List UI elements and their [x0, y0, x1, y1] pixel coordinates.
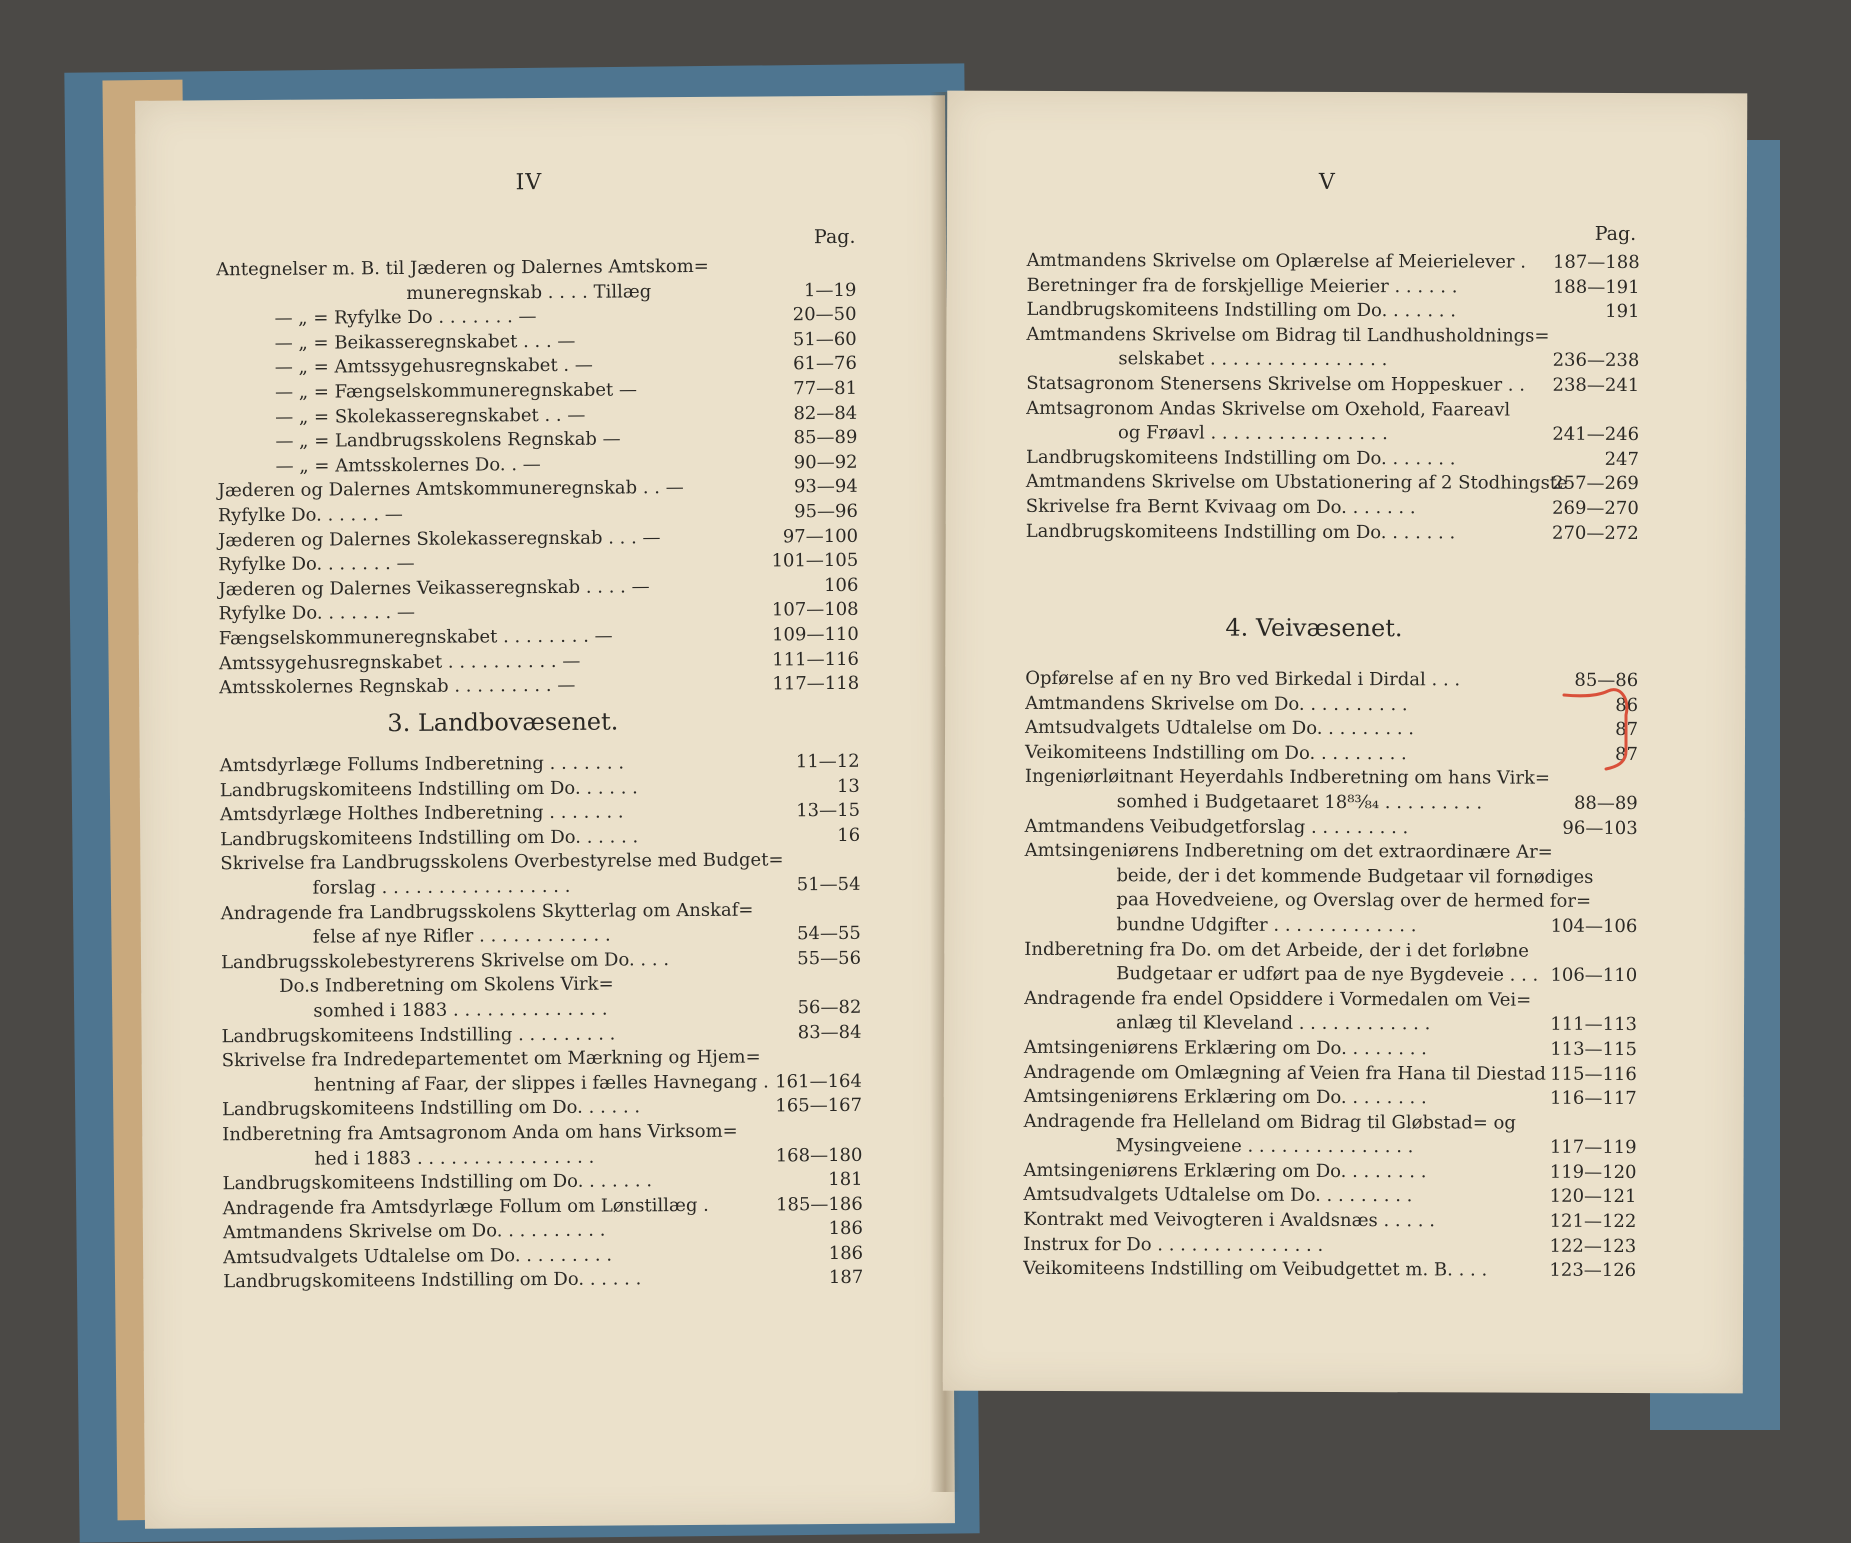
toc-entry-page: 109—110: [771, 623, 859, 646]
toc-entry-text: Landbrugskomiteens Indstilling om Do. . . . . .: [221, 1096, 641, 1121]
toc-entry-page: 111—116: [772, 648, 860, 670]
toc-entry-text: Skrivelse fra Bernt Kvivaag om Do. . . . . . .: [1025, 495, 1416, 519]
toc-entry-text: Budgetaar er udført paa de nye Bygdeveie . . .: [1116, 963, 1539, 986]
toc-entry-page: 97—100: [782, 525, 859, 547]
toc-entry-text: Jæderen og Dalernes Skolekasseregnskab . . . —: [218, 526, 661, 551]
toc-entry-text: Amtmandens Veibudgetforslag . . . . . . . . .: [1024, 815, 1409, 838]
toc-entry-text: somhed i 1883 . . . . . . . . . . . . . .: [313, 998, 608, 1022]
toc-entry: [1024, 1011, 1637, 1038]
right-toc-block-1: [1026, 249, 1640, 546]
toc-entry-page: 116—117: [1550, 1087, 1637, 1110]
toc-entry-text: Landbrugskomiteens Indstilling om Do. . . . . . .: [222, 1170, 653, 1195]
toc-entry-text: hentning af Faar, der slippes i fælles Havnegang .: [313, 1071, 769, 1096]
section-heading-veivaesenet: 4. Veivæsenet.: [1225, 613, 1403, 643]
toc-entry-text: somhed i Budgetaaret 18⁸³⁄₈₄ . . . . . . . . .: [1116, 791, 1483, 814]
toc-entry-page: 121—122: [1549, 1210, 1637, 1233]
toc-entry-page: 87: [1615, 743, 1638, 765]
toc-entry: [1024, 1060, 1637, 1087]
toc-entry-page: 111—113: [1550, 1014, 1638, 1036]
toc-entry: [223, 1266, 863, 1295]
toc-entry: [1024, 913, 1637, 940]
toc-entry-text: Amtsudvalgets Udtalelse om Do. . . . . . . . .: [1023, 1184, 1413, 1207]
toc-entry-text: Amtmandens Skrivelse om Do. . . . . . . . . .: [1025, 692, 1408, 715]
left-page: [135, 95, 955, 1529]
toc-entry: [1023, 1208, 1636, 1235]
toc-entry-text: selskabet . . . . . . . . . . . . . . . .: [1118, 348, 1388, 371]
toc-entry-text: beide, der i det kommende Budgetaar vil fornødiges: [1116, 864, 1594, 888]
toc-entry: [1025, 765, 1638, 792]
toc-entry-page: 86: [1615, 694, 1639, 716]
toc-entry-text: — „ = Ryfylke Do . . . . . . . —: [274, 306, 537, 330]
toc-entry-text: Beretninger fra de forskjellige Meierier . . . . . .: [1026, 274, 1458, 297]
toc-entry: [1024, 1085, 1637, 1112]
toc-entry-text: Landbrugskomiteens Indstilling om Do. . . . . .: [219, 776, 638, 801]
toc-entry-text: Ingeniørløitnant Heyerdahls Indberetning om hans Virk=: [1024, 766, 1550, 790]
toc-entry-text: Amtsingeniørens Erklæring om Do. . . . . . . .: [1023, 1036, 1427, 1060]
toc-entry-text: Landbrugskomiteens Indstilling om Do. . . . . .: [223, 1268, 642, 1293]
toc-entry: [1026, 495, 1639, 522]
toc-entry-text: Landbrugskomiteens Indstilling om Do. . . . . . .: [1026, 299, 1457, 322]
toc-entry-text: Statsagronom Stenersens Skrivelse om Hoppeskuer . .: [1026, 372, 1526, 396]
toc-entry: [1024, 864, 1637, 891]
toc-entry-page: 77—81: [793, 377, 858, 400]
toc-entry-text: Veikomiteens Indstilling om Do. . . . . . . . .: [1024, 741, 1407, 764]
toc-entry-page: 104—106: [1550, 915, 1638, 937]
toc-entry-text: Amtmandens Skrivelse om Do. . . . . . . . . .: [222, 1219, 606, 1244]
toc-entry: [1025, 716, 1638, 743]
toc-entry-text: og Frøavl . . . . . . . . . . . . . . . .: [1118, 422, 1388, 445]
toc-entry-text: Do.s Indberetning om Skolens Virk=: [279, 973, 614, 998]
toc-entry-text: Amtssygehusregnskabet . . . . . . . . . . —: [218, 650, 581, 674]
toc-entry-page: 117—119: [1549, 1136, 1637, 1159]
toc-entry: [1024, 962, 1637, 989]
toc-entry-text: Amtsdyrlæge Holthes Indberetning . . . . . . .: [219, 801, 624, 826]
toc-entry: [1026, 519, 1639, 546]
toc-entry-page: 269—270: [1552, 497, 1639, 519]
toc-entry-page: 188—191: [1552, 276, 1640, 298]
toc-entry: [1025, 691, 1638, 718]
toc-entry-text: — „ = Landbrugsskolens Regnskab —: [275, 428, 621, 453]
toc-entry: [1025, 667, 1638, 694]
toc-entry: [1026, 396, 1639, 423]
toc-entry-text: Amtsskolernes Regnskab . . . . . . . . . —: [219, 674, 576, 699]
toc-entry-text: Landbrugskomiteens Indstilling om Do. . . . . . .: [1025, 446, 1456, 470]
toc-entry: [1023, 1257, 1636, 1284]
toc-entry-page: 106—110: [1550, 964, 1638, 987]
toc-entry: [1027, 249, 1640, 276]
toc-entry-text: Antegnelser m. B. til Jæderen og Dalernes Amtskom=: [216, 255, 709, 281]
toc-entry-page: 247: [1604, 448, 1640, 470]
toc-entry-page: 115—116: [1550, 1063, 1637, 1085]
toc-entry: [1025, 790, 1638, 817]
toc-entry-text: Opførelse af en ny Bro ved Birkedal i Dirdal . . .: [1025, 667, 1461, 691]
toc-entry-page: 56—82: [797, 996, 862, 1019]
toc-entry-page: 88—89: [1573, 792, 1638, 814]
toc-entry: [1026, 347, 1639, 374]
toc-entry-text: Mysingveiene . . . . . . . . . . . . . . .: [1115, 1135, 1414, 1158]
toc-entry-text: Indberetning fra Do. om det Arbeide, der i det forløbne: [1024, 938, 1529, 962]
toc-entry-text: Veikomiteens Indstilling om Veibudgettet m. B. . . .: [1023, 1258, 1488, 1281]
toc-entry-page: 120—121: [1549, 1186, 1637, 1208]
toc-entry-text: Landbrugsskolebestyrerens Skrivelse om Do. . . .: [220, 948, 670, 974]
toc-entry-page: 123—126: [1549, 1259, 1637, 1282]
toc-entry-page: 85—89: [793, 426, 858, 449]
toc-entry: [1024, 937, 1637, 964]
toc-entry: [219, 672, 859, 701]
toc-entry-text: Amtsudvalgets Udtalelse om Do. . . . . . . . .: [1025, 717, 1415, 740]
toc-entry-text: Landbrugskomiteens Indstilling om Do. . . . . .: [220, 826, 639, 851]
toc-entry-text: Indberetning fra Amtsagronom Anda om hans Virksom=: [222, 1120, 738, 1146]
toc-entry-page: 93—94: [793, 476, 858, 498]
toc-entry-text: Amtsingeniørens Erklæring om Do. . . . . . . .: [1023, 1159, 1427, 1183]
toc-entry-text: Amtsagronom Andas Skrivelse om Oxehold, Faareavl: [1026, 397, 1511, 421]
toc-entry: [1023, 1233, 1636, 1260]
toc-entry-text: Jæderen og Dalernes Amtskommuneregnskab . . —: [217, 477, 684, 502]
toc-entry: [1024, 1110, 1637, 1137]
toc-entry: [1027, 273, 1640, 300]
toc-entry-text: felse af nye Rifler . . . . . . . . . . . .: [312, 924, 611, 948]
toc-entry-text: — „ = Amtsskolernes Do. . —: [275, 453, 541, 477]
toc-entry: [1026, 323, 1639, 350]
toc-entry-text: Andragende fra endel Opsiddere i Vormedalen om Vei=: [1024, 987, 1532, 1011]
toc-entry-page: 1—19: [803, 279, 857, 301]
section-heading-landbovaesenet: 3. Landbovæsenet.: [387, 707, 619, 738]
toc-entry-page: 186: [828, 1218, 863, 1240]
toc-entry-text: Amtmandens Skrivelse om Ubstationering af 2 Stodhingste: [1025, 471, 1568, 495]
toc-entry-page: 11—12: [795, 750, 860, 773]
toc-entry-page: 96—103: [1562, 817, 1638, 839]
toc-entry-page: 107—108: [771, 599, 859, 621]
toc-entry-page: 186: [828, 1242, 864, 1264]
toc-entry-page: 20—50: [792, 304, 857, 326]
toc-entry-page: 54—55: [796, 922, 861, 945]
toc-entry: [1026, 470, 1639, 497]
toc-entry-text: — „ = Fængselskommuneregnskabet —: [274, 379, 637, 403]
toc-entry-text: Amtsingeniørens Erklæring om Do. . . . . . . .: [1023, 1085, 1427, 1109]
toc-entry: [1024, 987, 1637, 1014]
toc-entry: [1026, 421, 1639, 448]
toc-entry-page: 51—54: [796, 873, 861, 896]
toc-entry-page: 13: [836, 775, 860, 797]
toc-entry-text: Andragende fra Helleland om Bidrag til Gløbstad= og: [1023, 1110, 1516, 1134]
toc-entry-text: Amtsdyrlæge Follums Indberetning . . . . . . .: [219, 752, 625, 777]
toc-entry: [1023, 1183, 1636, 1210]
toc-entry: [1025, 839, 1638, 866]
toc-entry-page: 61—76: [792, 353, 857, 375]
toc-entry-page: 119—120: [1549, 1161, 1637, 1183]
toc-entry-text: Kontrakt med Veivogteren i Avaldsnæs . . . . .: [1023, 1208, 1436, 1232]
toc-entry-text: — „ = Skolekasseregnskabet . . —: [275, 404, 586, 428]
toc-entry: [1024, 888, 1637, 915]
toc-entry-text: — „ = Amtssygehusregnskabet . —: [274, 355, 593, 379]
toc-entry-page: 187—188: [1552, 251, 1640, 274]
toc-entry-page: 82—84: [793, 402, 858, 424]
toc-entry-text: Amtmandens Skrivelse om Bidrag til Landhusholdnings=: [1026, 323, 1550, 347]
pag-label-right: Pag.: [1594, 222, 1637, 246]
toc-entry-page: 117—118: [772, 672, 860, 695]
toc-entry-text: Landbrugskomiteens Indstilling . . . . . . . . .: [221, 1023, 616, 1047]
toc-entry-text: — „ = Beikasseregnskabet . . . —: [274, 330, 576, 354]
toc-entry-text: Ryfylke Do. . . . . . . —: [218, 602, 416, 625]
toc-entry-page: 51—60: [792, 328, 857, 351]
toc-entry-text: forslag . . . . . . . . . . . . . . . . .: [312, 875, 571, 899]
toc-entry-page: 187: [828, 1267, 864, 1289]
toc-entry: [1025, 741, 1638, 768]
toc-entry-text: bundne Udgifter . . . . . . . . . . . . .: [1116, 914, 1417, 937]
toc-entry-page: 87: [1615, 719, 1639, 741]
toc-entry-text: muneregnskab . . . . Tillæg: [406, 280, 652, 304]
toc-entry: [1023, 1159, 1636, 1186]
toc-entry-page: 16: [837, 824, 861, 846]
right-toc-block-2: [1023, 667, 1638, 1284]
toc-entry: [1024, 1036, 1637, 1063]
toc-entry-page: 106: [823, 574, 859, 596]
toc-entry-page: 191: [1605, 301, 1640, 323]
toc-entry-text: Amtmandens Skrivelse om Oplærelse af Meierielever .: [1026, 249, 1527, 273]
toc-entry: [1026, 298, 1639, 325]
toc-entry: [1026, 372, 1639, 399]
toc-entry-page: 113—115: [1550, 1038, 1637, 1060]
toc-entry-text: Andragende fra Landbrugsskolens Skytterlag om Anskaf=: [220, 899, 754, 924]
toc-entry-text: Fængselskommuneregnskabet . . . . . . . . —: [218, 625, 613, 650]
toc-entry: [1025, 814, 1638, 841]
toc-entry-text: hed i 1883 . . . . . . . . . . . . . . . .: [314, 1146, 595, 1170]
toc-entry-text: Jæderen og Dalernes Veikasseregnskab . . . . —: [218, 575, 650, 600]
toc-entry-page: 181: [828, 1168, 863, 1191]
toc-entry-text: Amtsingeniørens Indberetning om det extraordinære Ar=: [1024, 840, 1553, 863]
left-toc-block-2: [220, 750, 864, 1296]
toc-entry-text: anlæg til Kleveland . . . . . . . . . . . .: [1115, 1012, 1431, 1035]
page-number-left: IV: [515, 170, 543, 196]
toc-entry-page: 55—56: [797, 947, 862, 969]
toc-entry-text: Amtsudvalgets Udtalelse om Do. . . . . . . . .: [223, 1244, 613, 1269]
toc-entry-page: 165—167: [775, 1095, 863, 1117]
toc-entry-page: 85—86: [1574, 669, 1639, 692]
toc-entry-text: Skrivelse fra Landbrugsskolens Overbestyrelse med Budget=: [220, 849, 784, 875]
toc-entry: [1024, 1134, 1637, 1161]
toc-entry-page: 241—246: [1552, 423, 1640, 446]
left-toc-block-1: [216, 254, 859, 701]
toc-entry-page: 236—238: [1552, 350, 1640, 372]
toc-entry-text: Skrivelse fra Indredepartementet om Mærkning og Hjem=: [221, 1046, 761, 1072]
toc-entry-text: Landbrugskomiteens Indstilling om Do. . . . . . .: [1025, 520, 1456, 543]
toc-entry-text: paa Hovedveiene, og Overslag over de hermed for=: [1116, 889, 1592, 913]
page-number-right: V: [1318, 169, 1336, 195]
toc-entry-page: 101—105: [771, 549, 859, 572]
toc-entry-page: 90—92: [793, 451, 858, 474]
toc-entry-page: 13—15: [796, 799, 861, 822]
toc-entry-page: 257—269: [1552, 473, 1639, 495]
toc-entry-page: 270—272: [1551, 522, 1639, 544]
toc-entry-page: 185—186: [775, 1193, 863, 1216]
toc-entry: [1026, 446, 1639, 473]
toc-entry-page: 238—241: [1552, 374, 1640, 396]
red-pencil-bracket: [1560, 655, 1630, 773]
toc-entry-page: 83—84: [797, 1021, 862, 1043]
toc-entry-page: 161—164: [775, 1070, 862, 1093]
toc-entry-text: Andragende fra Amtsdyrlæge Follum om Lønstillæg .: [222, 1194, 709, 1219]
toc-entry-text: Ryfylke Do. . . . . . . —: [218, 553, 415, 576]
toc-entry-page: 168—180: [775, 1144, 863, 1166]
toc-entry-page: 95—96: [794, 500, 858, 523]
toc-entry-text: Andragende om Omlægning af Veien fra Hana til Diestad: [1023, 1061, 1546, 1085]
toc-entry-text: Ryfylke Do. . . . . . —: [217, 503, 403, 527]
toc-entry-page: 122—123: [1549, 1235, 1637, 1257]
toc-entry-text: Instrux for Do . . . . . . . . . . . . . . .: [1023, 1233, 1324, 1256]
pag-label-left: Pag.: [813, 225, 856, 249]
